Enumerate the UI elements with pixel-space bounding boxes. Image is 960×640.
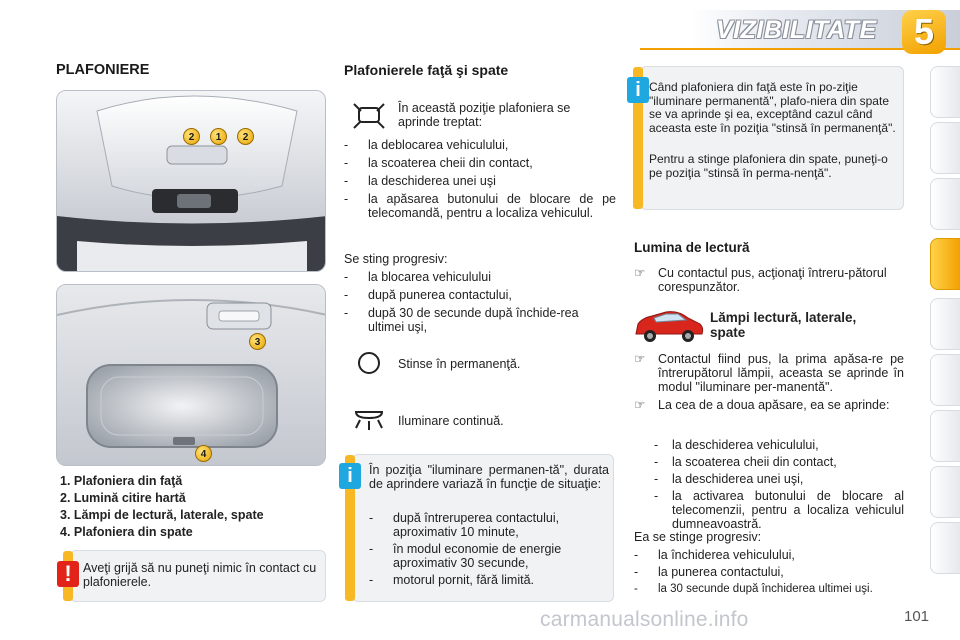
rear-ceiling-light-photo (56, 284, 326, 466)
door-position-icon (352, 100, 386, 132)
chapter-tab-9[interactable] (930, 466, 960, 518)
right-off-item: - la 30 secunde după închiderea ultimei uşi. (634, 583, 873, 595)
right-info-box (635, 66, 904, 210)
middle-info-intro: În poziţia "iluminare permanen-tă", durata de aprindere variază în funcţie de situaţie: (369, 463, 609, 491)
label-badge-2b: 2 (237, 128, 254, 145)
turn-on-item: - la scoaterea cheii din contact, (344, 156, 533, 170)
legend-list (60, 474, 330, 539)
section-heading-front-rear: Plafonierele faţă şi spate (344, 62, 509, 78)
fade-off-intro: Se sting progresiv: (344, 252, 448, 266)
middle-info-box (347, 454, 614, 602)
turn-on-item: - la deblocarea vehiculului, (344, 138, 509, 152)
reading-lead (634, 266, 904, 294)
chapter-tab-8[interactable] (930, 410, 960, 462)
label-badge-4: 4 (195, 445, 212, 462)
label-badge-1: 1 (210, 128, 227, 145)
off-position-icon (356, 350, 382, 376)
legend-item-4: 4. Plafoniera din spate (60, 525, 193, 539)
car-illustration (632, 306, 706, 346)
chapter-badge: 5 (902, 10, 946, 54)
turn-on-item: - la apăsarea butonului de blocare de pe telecomandă, pentru a localiza vehiculul. (344, 192, 616, 220)
right-info-p2: Pentru a stinge plafoniera din spate, puneţi-o pe poziţia "stinsă în perma-nenţă". (649, 152, 888, 180)
turn-on-item: - la deschiderea unei uşi (344, 174, 496, 188)
step-item-1: ☞ Contactul fiind pus, la prima apăsa-re pe întrerupătorul lămpii, aceasta se aprinde în modul "iluminare per-manentă". (634, 352, 904, 394)
duration-item: - în modul economie de energie aproximativ 30 secunde, (369, 542, 562, 570)
warning-text: Aveţi grijă să nu puneţi nimic în contact cu plafonierele. (83, 561, 317, 589)
door-position-text: În această poziţie plafoniera se aprinde treptat: (398, 101, 571, 129)
chapter-tab-1[interactable] (930, 66, 960, 118)
off-position-text: Stinse în permanenţă. (398, 357, 521, 371)
step-item-2: ☞ La cea de a doua apăsare, ea se aprinde: (634, 398, 890, 412)
right-off-list (634, 548, 904, 596)
circle-off-icon (356, 350, 382, 376)
chapter-tab-3[interactable] (930, 178, 960, 230)
right-off-intro: Ea se stinge progresiv: (634, 530, 762, 544)
door-switch-icon (352, 100, 386, 132)
fade-off-item: - după punerea contactului, (344, 288, 512, 302)
label-badge-2a: 2 (183, 128, 200, 145)
second-press-item: - la scoaterea cheii din contact, (654, 455, 837, 469)
section-heading-plafoniere: PLAFONIERE (56, 62, 150, 78)
chapter-tab-6[interactable] (930, 298, 960, 350)
fade-off-item: - la blocarea vehiculului (344, 270, 491, 284)
sub-heading-reading-lamps (710, 310, 906, 340)
chapter-tab-7[interactable] (930, 354, 960, 406)
warning-icon: ! (57, 561, 79, 587)
section-heading-reading-light: Lumina de lectură (634, 240, 750, 255)
second-press-item: - la deschiderea unei uşi, (654, 472, 804, 486)
second-press-item: - la deschiderea vehiculului, (654, 438, 819, 452)
duration-item: - motorul pornit, fără limită. (369, 573, 535, 587)
rear-ceiling-illustration (57, 285, 326, 466)
legend-item-1: 1. Plafoniera din faţă (60, 474, 183, 488)
chapter-tab-2[interactable] (930, 122, 960, 174)
duration-item: - după întreruperea contactului, aproximativ 10 minute, (369, 511, 560, 539)
page-number: 101 (904, 608, 930, 625)
chapter-tab-5-active[interactable] (930, 238, 960, 290)
watermark-text: carmanualsonline.info (540, 608, 749, 631)
legend-item-3: 3. Lămpi de lectură, laterale, spate (60, 508, 264, 522)
legend-item-2: 2. Lumină citire hartă (60, 491, 186, 505)
middle-info-list (369, 511, 609, 587)
second-press-list (654, 438, 904, 531)
right-info-p1: Când plafoniera din faţă este în po-ziţie "iluminare permanentă", plafo-niera din spate se va aprinde şi ea, exceptând cazul când aceasta este în poziţia "stinsă în permanenţă". (649, 80, 896, 135)
front-ceiling-illustration (57, 91, 326, 272)
on-position-text: Iluminare continuă. (398, 414, 504, 428)
fade-off-list (344, 270, 616, 334)
right-off-item: - la închiderea vehiculului, (634, 548, 795, 562)
reading-lamp-steps (634, 352, 904, 412)
right-off-item: - la punerea contactului, (634, 565, 784, 579)
reading-lead-item: ☞ Cu contactul pus, acţionaţi întreru-pătorul corespunzător. (634, 266, 887, 294)
car-icon (632, 306, 706, 346)
turn-on-list (344, 138, 616, 220)
on-position-icon (352, 404, 386, 434)
info-icon: i (339, 463, 361, 489)
sub-heading-line2: spate (710, 325, 746, 340)
front-ceiling-light-photo (56, 90, 326, 272)
page-title: VIZIBILITATE (716, 16, 877, 44)
second-press-item: - la activarea butonului de blocare al telecomenzii, pentru a localiza vehiculul dumneavoastră. (654, 489, 904, 531)
chapter-tab-10[interactable] (930, 522, 960, 574)
label-badge-3: 3 (249, 333, 266, 350)
sub-heading-line1: Lămpi lectură, laterale, (710, 310, 857, 325)
lamp-on-icon (352, 404, 386, 434)
fade-off-item: - după 30 de secunde după închide-rea ultimei uşi, (344, 306, 579, 334)
warning-box (64, 550, 326, 602)
info-icon: i (627, 77, 649, 103)
